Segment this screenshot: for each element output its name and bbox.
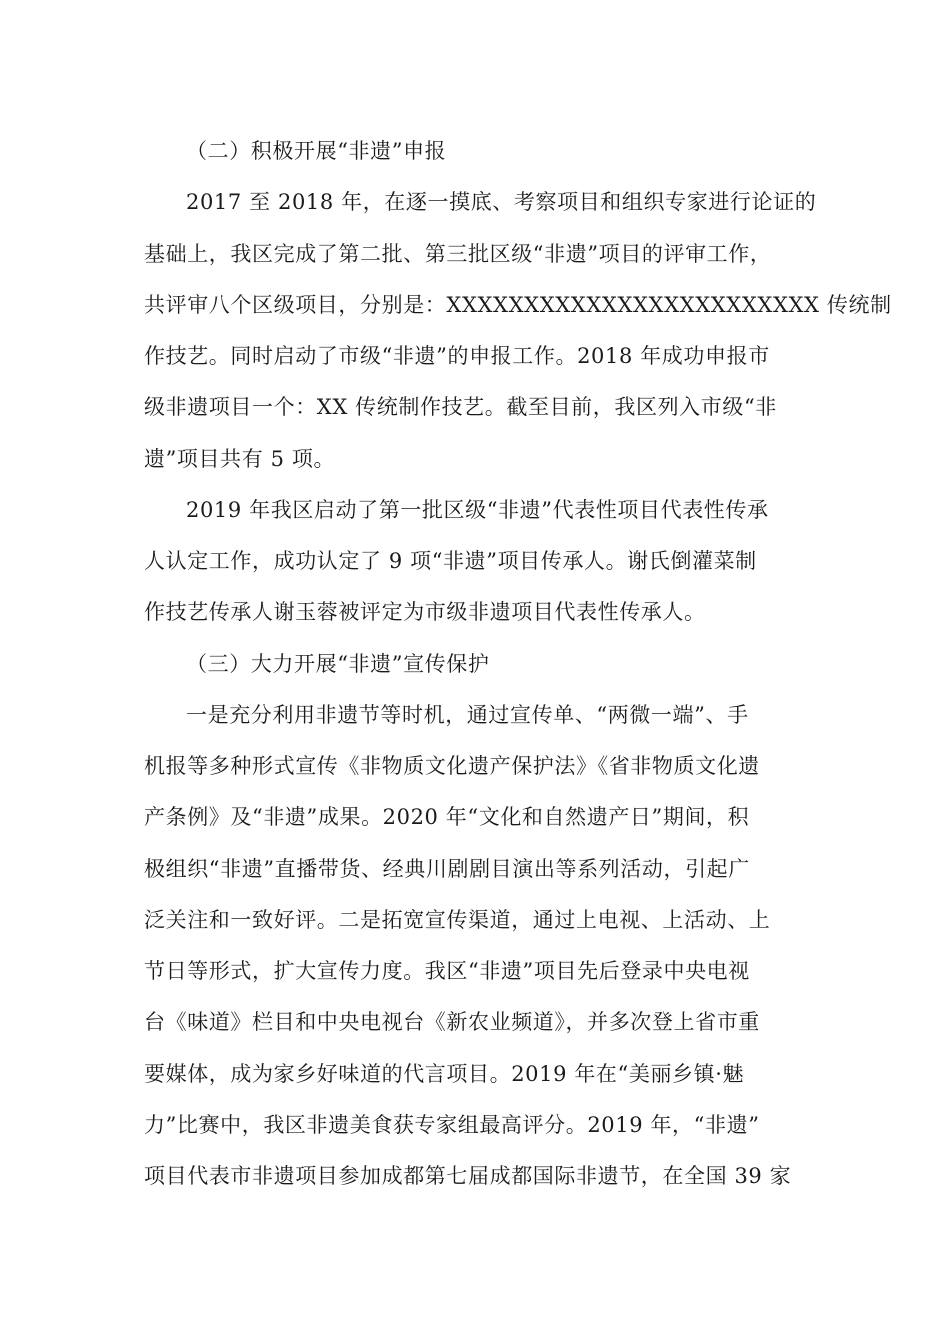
paragraph-line: 机报等多种形式宣传《非物质文化遗产保护法》《省非物质文化遗 <box>144 754 760 778</box>
paragraph-line: 遗”项目共有 5 项。 <box>144 447 336 471</box>
paragraph-line: 产条例》及“非遗”成果。2020 年“文化和自然遗产日”期间，积 <box>144 805 750 829</box>
paragraph-line: 作技艺传承人谢玉蓉被评定为市级非遗项目代表性传承人。 <box>144 600 706 624</box>
paragraph-line: 人认定工作，成功认定了 9 项“非遗”项目传承人。谢氏倒灌菜制 <box>144 549 757 573</box>
paragraph-line: 基础上，我区完成了第二批、第三批区级“非遗”项目的评审工作， <box>144 242 772 266</box>
paragraph-line: 力”比赛中，我区非遗美食获专家组最高评分。2019 年，“非遗” <box>144 1113 760 1137</box>
paragraph-line: 共评审八个区级项目，分别是：XXXXXXXXXXXXXXXXXXXXXXXX 传统制 <box>144 293 892 317</box>
paragraph-line: 级非遗项目一个：XX 传统制作技艺。截至目前，我区列入市级“非 <box>144 395 777 419</box>
paragraph-line: 泛关注和一致好评。二是拓宽宣传渠道，通过上电视、上活动、上 <box>144 908 771 932</box>
paragraph-line: 一是充分利用非遗节等时机，通过宣传单、“两微一端”、手 <box>186 703 749 727</box>
paragraph-line: 要媒体，成为家乡好味道的代言项目。2019 年在“美丽乡镇·魅 <box>144 1062 745 1086</box>
paragraph-line: 2017 至 2018 年，在逐一摸底、考察项目和组织专家进行论证的 <box>186 190 817 214</box>
paragraph-line: 台《味道》栏目和中央电视台《新农业频道》，并多次登上省市重 <box>144 1010 760 1034</box>
paragraph-line: 2019 年我区启动了第一批区级“非遗”代表性项目代表性传承 <box>186 498 769 522</box>
paragraph-line: 作技艺。同时启动了市级“非遗”的申报工作。2018 年成功申报市 <box>144 344 770 368</box>
paragraph-line: 节日等形式，扩大宣传力度。我区“非遗”项目先后登录中央电视 <box>144 959 750 983</box>
section-heading-3: （三）大力开展“非遗”宣传保护 <box>186 652 490 676</box>
paragraph-line: 极组织“非遗”直播带货、经典川剧剧目演出等系列活动，引起广 <box>144 857 750 881</box>
section-heading-2: （二）积极开展“非遗”申报 <box>186 139 447 163</box>
paragraph-line: 项目代表市非遗项目参加成都第七届成都国际非遗节，在全国 39 家 <box>144 1164 792 1188</box>
